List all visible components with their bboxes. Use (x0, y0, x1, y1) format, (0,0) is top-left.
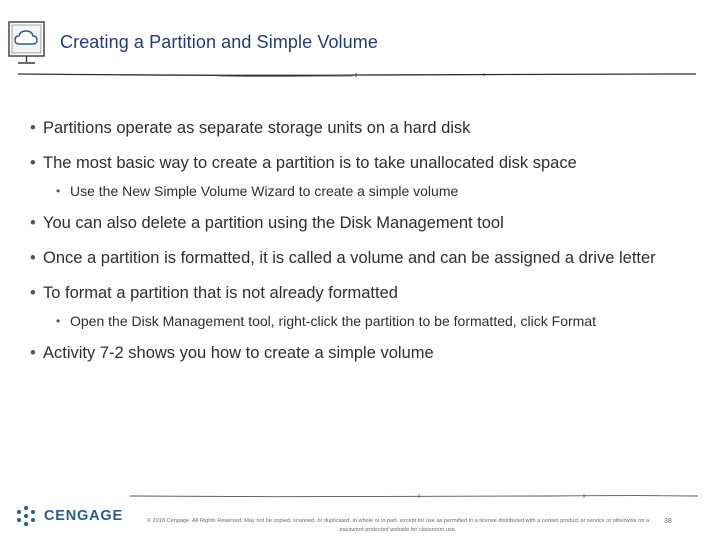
page-number: 38 (664, 518, 672, 525)
bullet-list (30, 118, 690, 378)
cloud-monitor-icon (7, 20, 47, 68)
bullet-item: • Partitions operate as separate storage units on a hard disk (30, 118, 690, 139)
title-divider (18, 62, 698, 84)
bullet-item: • Once a partition is formatted, it is called a volume and can be assigned a drive letter (30, 248, 690, 269)
page-title: Creating a Partition and Simple Volume (60, 32, 378, 52)
bullet-item: • To format a partition that is not already formatted (30, 283, 690, 304)
brand-name: CENGAGE (44, 508, 123, 524)
sub-bullet-item: • Use the New Simple Volume Wizard to create a simple volume (56, 181, 690, 201)
footer-divider (130, 490, 700, 504)
bullet-item: • Activity 7-2 shows you how to create a simple volume (30, 343, 690, 364)
cengage-logo-icon (14, 504, 38, 528)
cengage-logo (14, 504, 123, 528)
bullet-item: • The most basic way to create a partition is to take unallocated disk space (30, 153, 690, 174)
sub-bullet-item: • Open the Disk Management tool, right-click the partition to be formatted, click Format (56, 311, 690, 331)
copyright-notice: © 2018 Cengage. All Rights Reserved. May not be copied, scanned, or duplicated, in whole or in part, except for use as permitted in a license distributed with a certain product or service or otherwise on a password-protected website for classroom use. (146, 518, 650, 533)
bullet-item: • You can also delete a partition using the Disk Management tool (30, 213, 690, 234)
